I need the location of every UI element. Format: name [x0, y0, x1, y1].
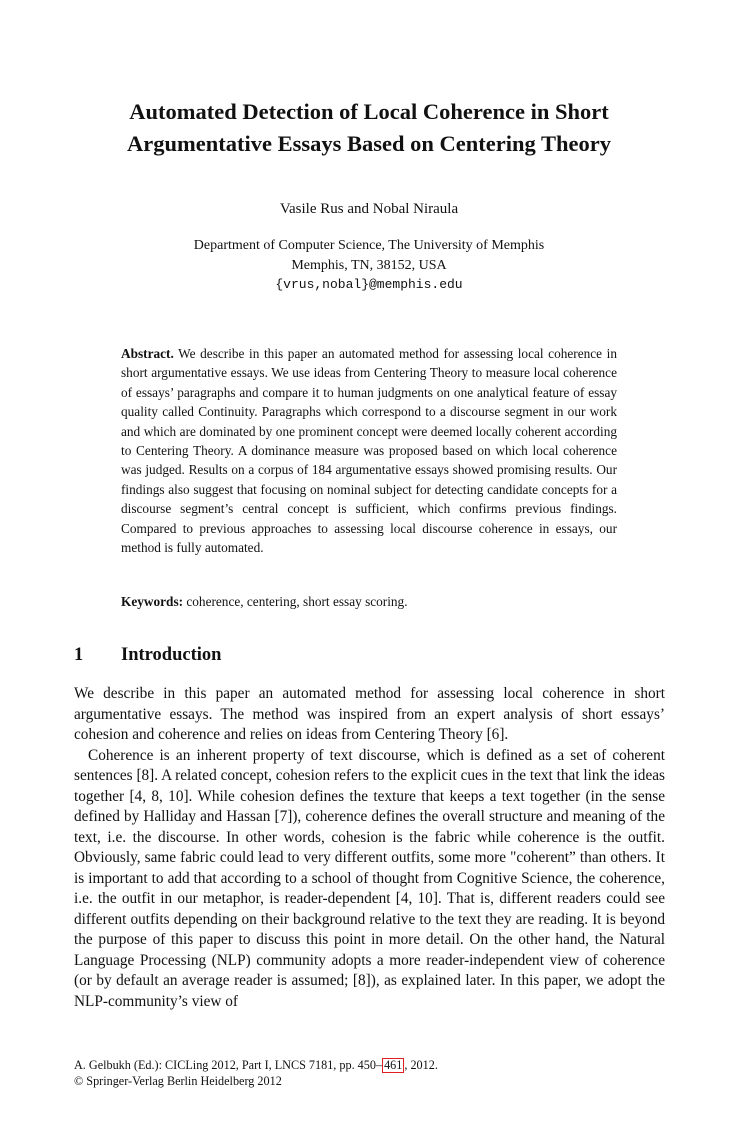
section-number: 1: [74, 645, 84, 665]
section-title: Introduction: [121, 645, 222, 665]
keywords-label: Keywords:: [121, 594, 184, 609]
body-text: [74, 684, 665, 1012]
authors: Vasile Rus and Nobal Niraula: [279, 201, 459, 217]
keywords: [121, 592, 617, 611]
affiliation-city: Memphis, TN, 38152, USA: [291, 257, 447, 273]
section-heading: [74, 642, 221, 668]
abstract-label: Abstract.: [121, 346, 174, 361]
footer-citation: [74, 1057, 438, 1073]
abstract: [121, 344, 617, 557]
title-line-1: Automated Detection of Local Coherence in Short: [129, 99, 609, 124]
paper-title: [60, 96, 678, 160]
abstract-text: We describe in this paper an automated method for assessing local coherence in short argumentative essays. We use ideas from Centering Theory to measure local coherence of essays’ paragraphs and compare it to human judgments on one analytical feature of essay quality called Continuity. Paragraphs which correspond to a discourse segment in our work and which are dominated by one prominent concept were deemed locally coherent according to Centering Theory. A dominance measure was proposed based on which local coherence was judged. Results on a corpus of 184 argumentative essays showed promising results. Our findings also suggest that focusing on nominal subject for detecting candidate concepts for a discourse segment’s central concept is sufficient, which confirms previous findings. Compared to previous approaches to assessing local discourse coherence in essays, our method is fully automated.: [121, 346, 617, 556]
paragraph: Coherence is an inherent property of text discourse, which is defined as a set of coherent sentences [8]. A related concept, cohesion refers to the explicit cues in the text that link the ideas together [4, 8, 10]. While cohesion defines the texture that keeps a text together (in the sense defined by Halliday and Hassan [7]), coherence defines the overall structure and meaning of the text, i.e. the discourse. In other words, cohesion is the fabric while coherence is the outfit. Obviously, same fabric could lead to very different outfits, some more "coherent” than others. It is important to add that according to a school of thought from Cognitive Science, the coherence, i.e. the outfit in our metaphor, is reader-dependent [4, 10]. That is, different readers could see different outfits depending on their background relative to the text they are reading. It is beyond the purpose of this paper to discuss this point in more detail. On the other hand, the Natural Language Processing (NLP) community adopts a more reader-independent view of coherence (or by default an average reader is assumed; [8]), as explained later. In this paper, we adopt the NLP-community’s view of: [74, 746, 665, 1010]
affiliation-department: Department of Computer Science, The University of Memphis: [193, 238, 545, 253]
page-link[interactable]: 461: [384, 1058, 403, 1072]
title-line-2: Argumentative Essays Based on Centering Theory: [127, 131, 611, 156]
citation-suffix: , 2012.: [404, 1058, 438, 1072]
affiliation: [60, 236, 678, 295]
citation-prefix: A. Gelbukh (Ed.): CICLing 2012, Part I, LNCS 7181, pp. 450–: [74, 1058, 383, 1072]
keywords-text: coherence, centering, short essay scoring.: [186, 594, 408, 609]
footer: [74, 1057, 438, 1089]
footer-copyright: © Springer-Verlag Berlin Heidelberg 2012: [74, 1074, 282, 1088]
paragraph: We describe in this paper an automated method for assessing local coherence in short argumentative essays. The method was inspired from an expert analysis of short essays’ cohesion and coherence and relies on ideas from Centering Theory [6].: [74, 685, 665, 743]
affiliation-email: {vrus,nobal}@memphis.edu: [275, 277, 463, 292]
